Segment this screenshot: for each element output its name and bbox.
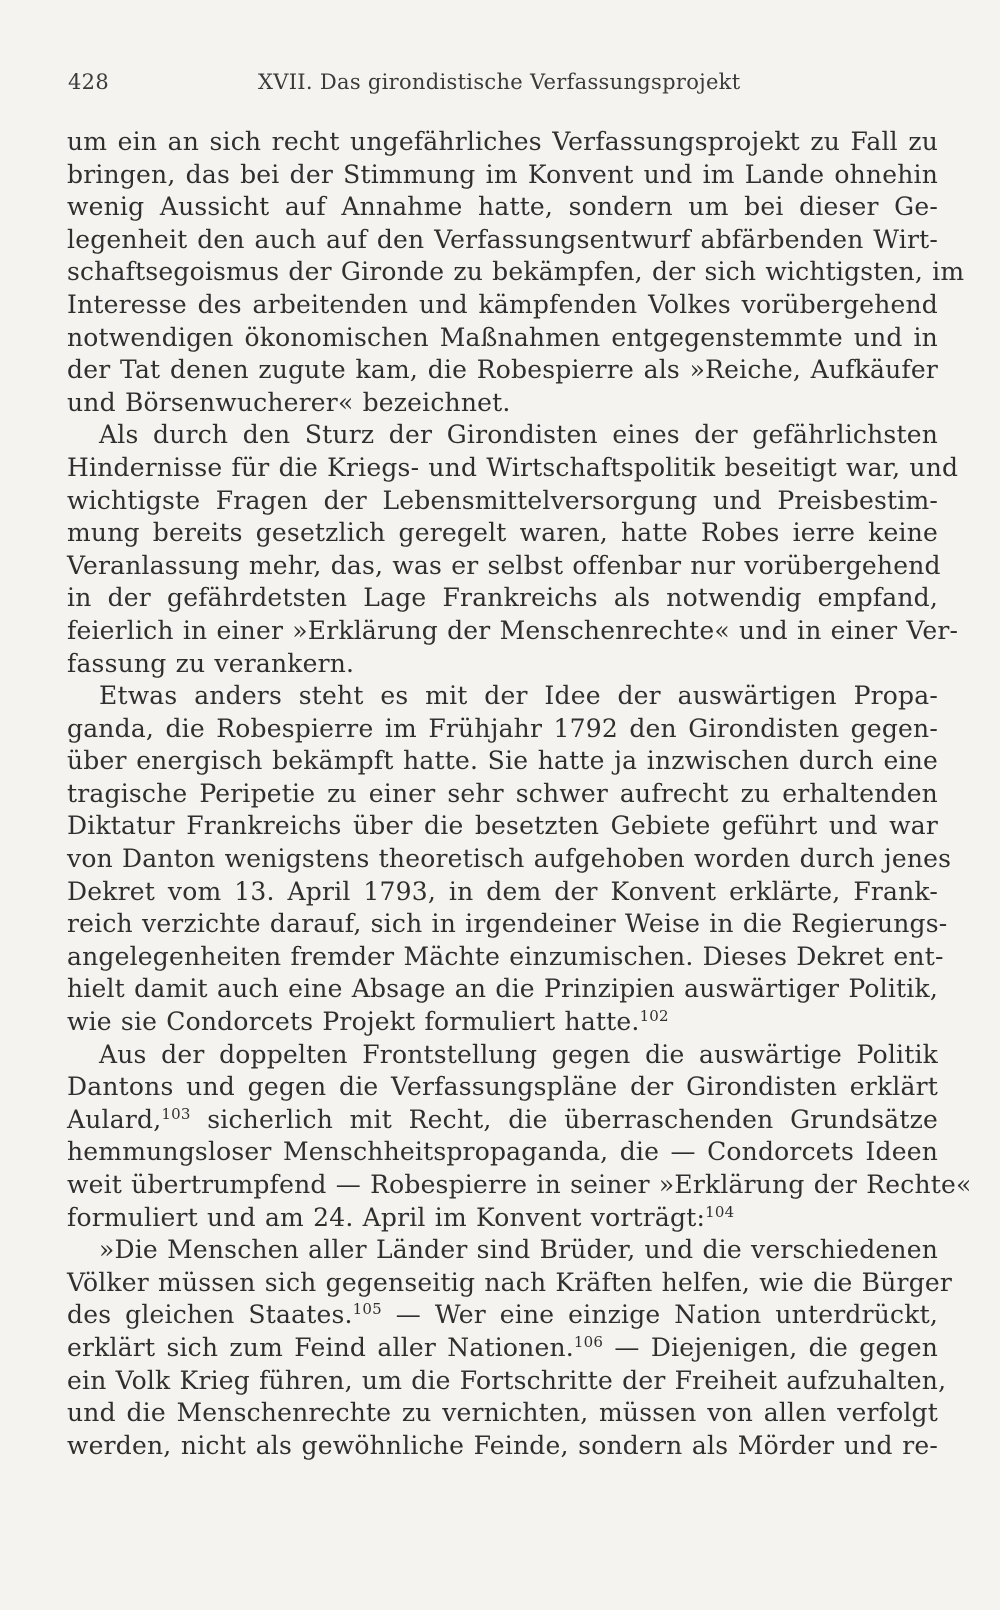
text-line <box>67 680 938 713</box>
text-line-content: schaftsegoismus der Gironde zu bekämpfen, der sich wichtigsten, im <box>67 257 965 287</box>
text-line-content: fassung zu verankern. <box>67 648 355 678</box>
text-line <box>67 191 938 224</box>
footnote-reference: 102 <box>639 1007 669 1026</box>
text-line-content: des gleichen Staates. <box>67 1300 353 1330</box>
text-line <box>67 1299 938 1332</box>
text-line-content: über energisch bekämpft hatte. Sie hatte ja inzwischen durch eine <box>67 746 938 776</box>
text-line <box>67 778 938 811</box>
text-line-content: Völker müssen sich gegenseitig nach Kräften helfen, wie die Bürger <box>67 1267 953 1297</box>
text-line <box>67 615 959 648</box>
text-line-content: wichtigste Fragen der Lebensmittelversorgung und Preisbestim- <box>67 485 938 515</box>
text-line <box>67 322 938 355</box>
text-line <box>67 550 941 583</box>
footnote-reference: 106 <box>573 1332 604 1351</box>
text-line-content: legenheit den auch auf den Verfassungsentwurf abfärbenden Wirt- <box>67 224 938 254</box>
text-line-content: Aulard, <box>67 1104 162 1134</box>
text-line <box>67 452 959 485</box>
text-line <box>67 843 952 876</box>
text-line-content: um ein an sich recht ungefährliches Verfassungsprojekt zu Fall zu <box>67 127 938 156</box>
text-line-content: und die Menschenrechte zu vernichten, müssen von allen verfolgt <box>67 1398 938 1428</box>
text-line <box>67 1039 938 1072</box>
text-line <box>67 745 938 778</box>
text-line-continuation: — Wer eine einzige Nation unterdrückt, <box>381 1300 938 1330</box>
text-line <box>67 1234 938 1267</box>
text-line <box>67 256 965 289</box>
text-line-content: in der gefährdetsten Lage Frankreichs als notwendig empfand, <box>67 583 938 613</box>
text-line-content: bringen, das bei der Stimmung im Konvent und im Lande ohnehin <box>67 159 938 189</box>
text-line-content: Veranlassung mehr, das, was er selbst offenbar nur vorübergehend <box>67 550 941 580</box>
text-line-content: mung bereits gesetzlich geregelt waren, hatte Robes ierre keine <box>67 518 938 548</box>
text-line-content: der Tat denen zugute kam, die Robespierre als »Reiche, Aufkäufer <box>67 355 938 385</box>
text-line <box>67 1006 938 1039</box>
text-line-content: erklärt sich zum Feind aller Nationen. <box>67 1332 574 1362</box>
text-line-content: wenig Aussicht auf Annahme hatte, sondern um bei dieser Ge- <box>67 192 938 222</box>
text-line <box>67 1202 938 1235</box>
text-line-content: Diktatur Frankreichs über die besetzten Gebiete geführt und war <box>67 811 938 841</box>
text-line <box>67 1267 953 1300</box>
text-line <box>67 1136 938 1169</box>
body-text <box>67 126 972 1462</box>
text-line <box>67 289 938 322</box>
text-line-content: hielt damit auch eine Absage an die Prinzipien auswärtiger Politik, <box>67 974 938 1004</box>
text-line <box>67 973 938 1006</box>
text-line <box>67 1169 972 1202</box>
text-line-content: formuliert und am 24. April im Konvent vorträgt: <box>67 1202 706 1232</box>
text-line <box>67 810 938 843</box>
text-line-content: weit übertrumpfend — Robespierre in seiner »Erklärung der Rechte« <box>67 1170 972 1199</box>
text-line <box>67 387 938 420</box>
text-line <box>67 941 944 974</box>
text-line <box>67 1071 938 1104</box>
text-line-content: Als durch den Sturz der Girondisten eines der gefährlichsten <box>99 420 938 450</box>
text-line <box>67 582 938 615</box>
text-line-content: Dekret vom 13. April 1793, in dem der Konvent erklärte, Frank- <box>67 876 938 906</box>
text-line-content: tragische Peripetie zu einer sehr schwer aufrecht zu erhaltenden <box>67 778 938 808</box>
text-line-continuation: sicherlich mit Recht, die überraschenden Grundsätze <box>190 1104 938 1134</box>
footnote-reference: 105 <box>352 1300 382 1319</box>
text-line-continuation: — Diejenigen, die gegen <box>603 1332 938 1362</box>
text-line <box>67 419 938 452</box>
text-line-content: Dantons und gegen die Verfassungspläne der Girondisten erklärt <box>67 1072 938 1102</box>
text-line <box>67 1365 947 1398</box>
text-line <box>67 224 938 257</box>
text-line <box>67 485 938 518</box>
text-line <box>67 713 938 746</box>
text-line <box>67 354 938 387</box>
text-line-content: angelegenheiten fremder Mächte einzumischen. Dieses Dekret ent- <box>67 941 944 971</box>
text-line <box>67 159 938 192</box>
text-line <box>67 517 938 550</box>
text-line-content: werden, nicht als gewöhnliche Feinde, sondern als Mörder und re- <box>67 1430 938 1460</box>
footnote-reference: 104 <box>705 1202 735 1221</box>
text-line-content: »Die Menschen aller Länder sind Brüder, und die verschiedenen <box>99 1235 938 1265</box>
text-line <box>67 876 938 909</box>
text-line-content: Hindernisse für die Kriegs- und Wirtschaftspolitik beseitigt war, und <box>67 452 959 482</box>
text-line <box>67 908 948 941</box>
text-line-content: wie sie Condorcets Projekt formuliert hatte. <box>67 1007 640 1037</box>
text-line-content: ein Volk Krieg führen, um die Fortschritte der Freiheit aufzuhalten, <box>67 1365 947 1395</box>
text-line <box>67 1397 938 1430</box>
text-line-content: und Börsenwucherer« bezeichnet. <box>67 387 511 417</box>
running-head <box>68 70 748 102</box>
page-number: 428 <box>68 70 109 94</box>
text-line <box>67 1104 938 1137</box>
text-line-content: reich verzichte darauf, sich in irgendeiner Weise in die Regierungs- <box>67 909 948 939</box>
text-line-content: notwendigen ökonomischen Maßnahmen entgegenstemmte und in <box>67 322 938 352</box>
text-line-content: Aus der doppelten Frontstellung gegen die auswärtige Politik <box>99 1039 938 1069</box>
footnote-reference: 103 <box>161 1104 191 1123</box>
chapter-title: XVII. Das girondistische Verfassungsprojekt <box>258 70 741 94</box>
text-line-content: von Danton wenigstens theoretisch aufgehoben worden durch jenes <box>67 844 952 874</box>
text-line <box>67 648 938 681</box>
text-line <box>67 126 938 159</box>
text-line-content: ganda, die Robespierre im Frühjahr 1792 den Girondisten gegen- <box>67 713 938 743</box>
text-line-content: hemmungsloser Menschheitspropaganda, die — Condorcets Ideen <box>67 1137 938 1167</box>
text-line <box>67 1430 938 1463</box>
text-line-content: Interesse des arbeitenden und kämpfenden Volkes vorübergehend <box>67 289 938 319</box>
text-line-content: feierlich in einer »Erklärung der Menschenrechte« und in einer Ver- <box>67 615 959 645</box>
text-line <box>67 1332 938 1365</box>
text-line-content: Etwas anders steht es mit der Idee der auswärtigen Propa- <box>99 681 938 711</box>
